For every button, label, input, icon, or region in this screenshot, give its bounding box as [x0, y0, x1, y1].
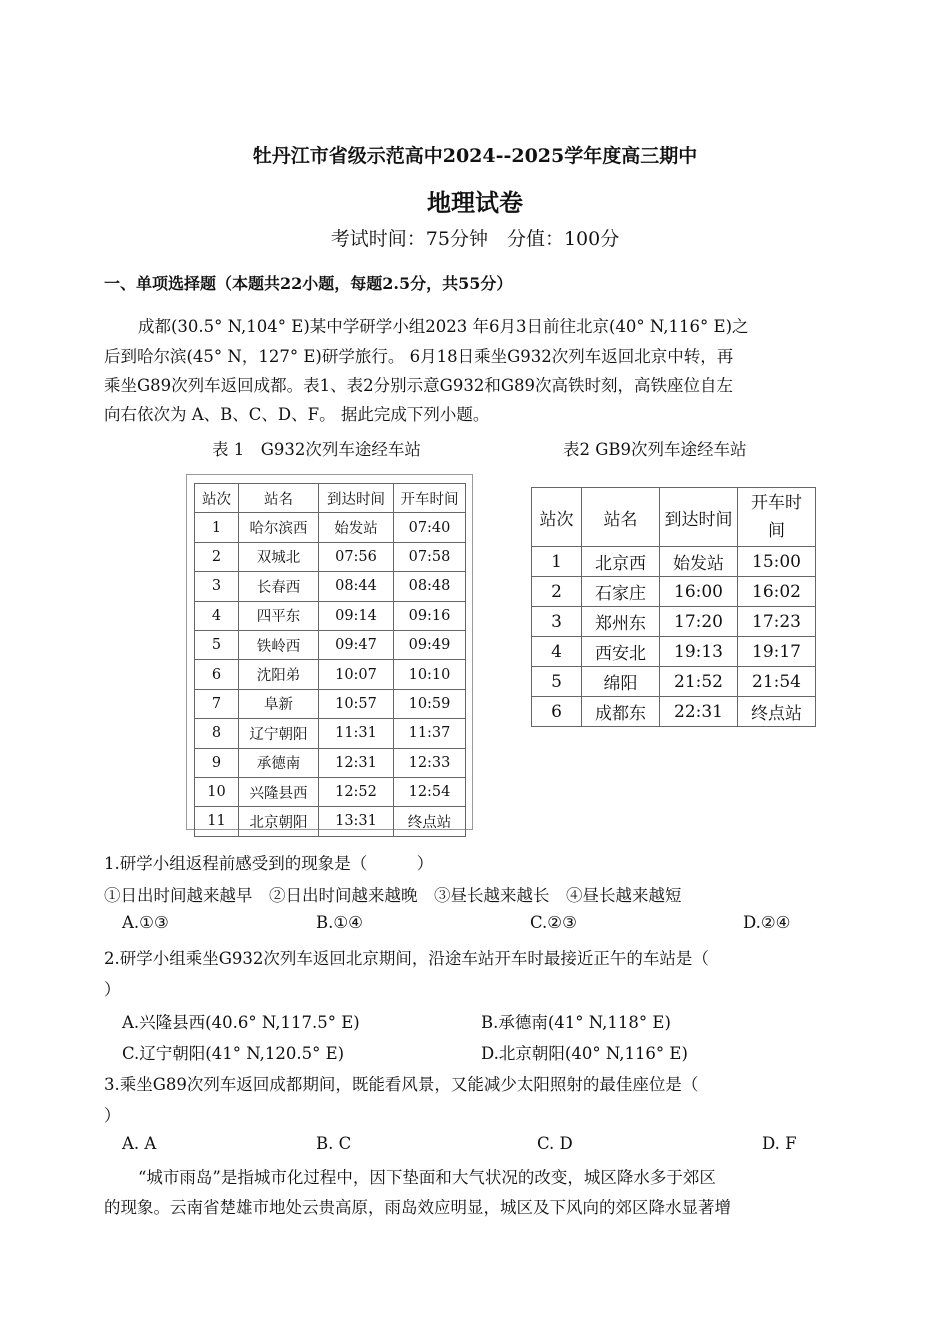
header-cell-text: 开车时 — [751, 493, 802, 513]
cell: 3 — [532, 607, 582, 637]
option-a: A. A — [122, 1134, 157, 1153]
header-cell: 站次 — [532, 488, 582, 547]
table-row — [195, 513, 466, 542]
cell: 08:44 — [319, 572, 394, 601]
cell: 石家庄 — [582, 577, 660, 607]
option-d: D.北京朝阳(40° N,116° E) — [481, 1044, 688, 1063]
cell: 9 — [195, 748, 239, 777]
option-d: D.②④ — [743, 913, 791, 932]
cell: 双城北 — [239, 542, 319, 571]
cell: 10:57 — [319, 689, 394, 718]
cell: 5 — [532, 667, 582, 697]
cell: 5 — [195, 630, 239, 659]
cell: 始发站 — [319, 513, 394, 542]
table-row — [195, 630, 466, 659]
cell: 12:31 — [319, 748, 394, 777]
passage-line: “城市雨岛”是指城市化过程中，因下垫面和大气状况的改变，城区降水多于郊区 — [138, 1168, 716, 1187]
option-b: B. C — [316, 1134, 352, 1153]
cell: 6 — [532, 697, 582, 727]
cell: 22:31 — [660, 697, 738, 727]
header-cell: 站次 — [195, 484, 239, 513]
section-heading: 一、单项选择题（本题共22小题，每题2.5分，共55分） — [104, 274, 513, 293]
cell: 北京西 — [582, 547, 660, 577]
passage-line: 的现象。云南省楚雄市地处云贵高原，雨岛效应明显，城区及下风向的郊区降水显著增 — [104, 1198, 731, 1217]
cell: 12:33 — [394, 748, 466, 777]
cell: 6 — [195, 660, 239, 689]
table-row — [195, 777, 466, 806]
table2-caption: 表2 GB9次列车途经车站 — [563, 440, 747, 459]
cell: 08:48 — [394, 572, 466, 601]
table-row — [532, 637, 816, 667]
cell: 兴隆县西 — [239, 777, 319, 806]
cell: 2 — [195, 542, 239, 571]
table1-caption: 表 1 G932次列车途经车站 — [212, 440, 421, 459]
table-row — [532, 547, 816, 577]
cell: 绵阳 — [582, 667, 660, 697]
table-row — [195, 689, 466, 718]
cell: 09:16 — [394, 601, 466, 630]
cell: 16:02 — [738, 577, 816, 607]
question-2-stem-end: ） — [104, 980, 121, 999]
cell: 10:59 — [394, 689, 466, 718]
table-row — [195, 807, 466, 836]
intro-line: 向右依次为 A、B、C、D、F。 据此完成下列小题。 — [104, 405, 490, 424]
cell: 承德南 — [239, 748, 319, 777]
cell: 7 — [195, 689, 239, 718]
cell: 09:47 — [319, 630, 394, 659]
cell: 郑州东 — [582, 607, 660, 637]
cell: 哈尔滨西 — [239, 513, 319, 542]
table2 — [531, 487, 816, 727]
table-row — [195, 719, 466, 748]
header-cell: 站名 — [239, 484, 319, 513]
question-1-stem: 1.研学小组返程前感受到的现象是（ ） — [104, 854, 434, 873]
header-cell: 到达时间 — [319, 484, 394, 513]
cell: 12:52 — [319, 777, 394, 806]
cell: 4 — [532, 637, 582, 667]
option-b: B.承德南(41° N,118° E) — [481, 1013, 671, 1032]
cell: 16:00 — [660, 577, 738, 607]
cell: 3 — [195, 572, 239, 601]
cell: 北京朝阳 — [239, 807, 319, 836]
cell: 铁岭西 — [239, 630, 319, 659]
table-row — [532, 607, 816, 637]
cell: 终点站 — [738, 697, 816, 727]
cell: 17:20 — [660, 607, 738, 637]
cell: 1 — [195, 513, 239, 542]
option-a: A.兴隆县西(40.6° N,117.5° E) — [122, 1013, 360, 1032]
table-row — [532, 577, 816, 607]
intro-line: 成都(30.5° N,104° E)某中学研学小组2023 年6月3日前往北京(40° N,116° E)之 — [138, 317, 749, 336]
cell: 西安北 — [582, 637, 660, 667]
subject-title: 地理试卷 — [427, 188, 523, 217]
cell: 12:54 — [394, 777, 466, 806]
header-cell: 到达时间 — [660, 488, 738, 547]
cell: 10:07 — [319, 660, 394, 689]
header-cell: 开车时间 — [394, 484, 466, 513]
cell: 09:49 — [394, 630, 466, 659]
cell: 10 — [195, 777, 239, 806]
option-c: C. D — [537, 1134, 573, 1153]
cell: 07:58 — [394, 542, 466, 571]
exam-meta: 考试时间：75分钟 分值：100分 — [330, 228, 620, 250]
cell: 10:10 — [394, 660, 466, 689]
header-cell — [738, 488, 816, 547]
table-row — [532, 667, 816, 697]
cell: 11 — [195, 807, 239, 836]
cell: 长春西 — [239, 572, 319, 601]
table1-frame — [186, 474, 473, 830]
cell: 11:31 — [319, 719, 394, 748]
cell: 沈阳弟 — [239, 660, 319, 689]
cell: 始发站 — [660, 547, 738, 577]
intro-line: 乘坐G89次列车返回成都。表1、表2分别示意G932和G89次高铁时刻，高铁座位自左 — [104, 376, 734, 395]
cell: 辽宁朝阳 — [239, 719, 319, 748]
header-cell-text: 间 — [768, 521, 785, 541]
cell: 8 — [195, 719, 239, 748]
option-c: C.②③ — [530, 913, 577, 932]
cell: 07:56 — [319, 542, 394, 571]
cell: 19:17 — [738, 637, 816, 667]
exam-title: 牡丹江市省级示范高中2024--2025学年度高三期中 — [252, 145, 698, 167]
cell: 四平东 — [239, 601, 319, 630]
cell: 阜新 — [239, 689, 319, 718]
option-c: C.辽宁朝阳(41° N,120.5° E) — [122, 1044, 345, 1063]
question-2-stem: 2.研学小组乘坐G932次列车返回北京期间，沿途车站开车时最接近正午的车站是（ — [104, 949, 709, 968]
table1 — [194, 483, 466, 837]
cell: 成都东 — [582, 697, 660, 727]
cell: 终点站 — [394, 807, 466, 836]
table-row — [195, 748, 466, 777]
header-cell: 站名 — [582, 488, 660, 547]
intro-line: 后到哈尔滨(45° N，127° E)研学旅行。 6月18日乘坐G932次列车返回北京中转，再 — [104, 347, 734, 366]
cell: 19:13 — [660, 637, 738, 667]
option-b: B.①④ — [316, 913, 363, 932]
table-row — [195, 572, 466, 601]
cell: 21:52 — [660, 667, 738, 697]
table-row — [532, 697, 816, 727]
table-row — [195, 542, 466, 571]
cell: 11:37 — [394, 719, 466, 748]
table-header-row — [532, 488, 816, 547]
option-d: D. F — [762, 1134, 797, 1153]
question-3-stem: 3.乘坐G89次列车返回成都期间，既能看风景，又能减少太阳照射的最佳座位是（ — [104, 1075, 699, 1094]
table-header-row — [195, 484, 466, 513]
table-row — [195, 660, 466, 689]
cell: 1 — [532, 547, 582, 577]
cell: 09:14 — [319, 601, 394, 630]
table-row — [195, 601, 466, 630]
cell: 15:00 — [738, 547, 816, 577]
cell: 13:31 — [319, 807, 394, 836]
cell: 4 — [195, 601, 239, 630]
cell: 07:40 — [394, 513, 466, 542]
cell: 17:23 — [738, 607, 816, 637]
question-3-stem-end: ） — [104, 1106, 121, 1125]
question-1-statements: ①日出时间越来越早 ②日出时间越来越晚 ③昼长越来越长 ④昼长越来越短 — [104, 886, 682, 905]
option-a: A.①③ — [122, 913, 169, 932]
cell: 2 — [532, 577, 582, 607]
cell: 21:54 — [738, 667, 816, 697]
